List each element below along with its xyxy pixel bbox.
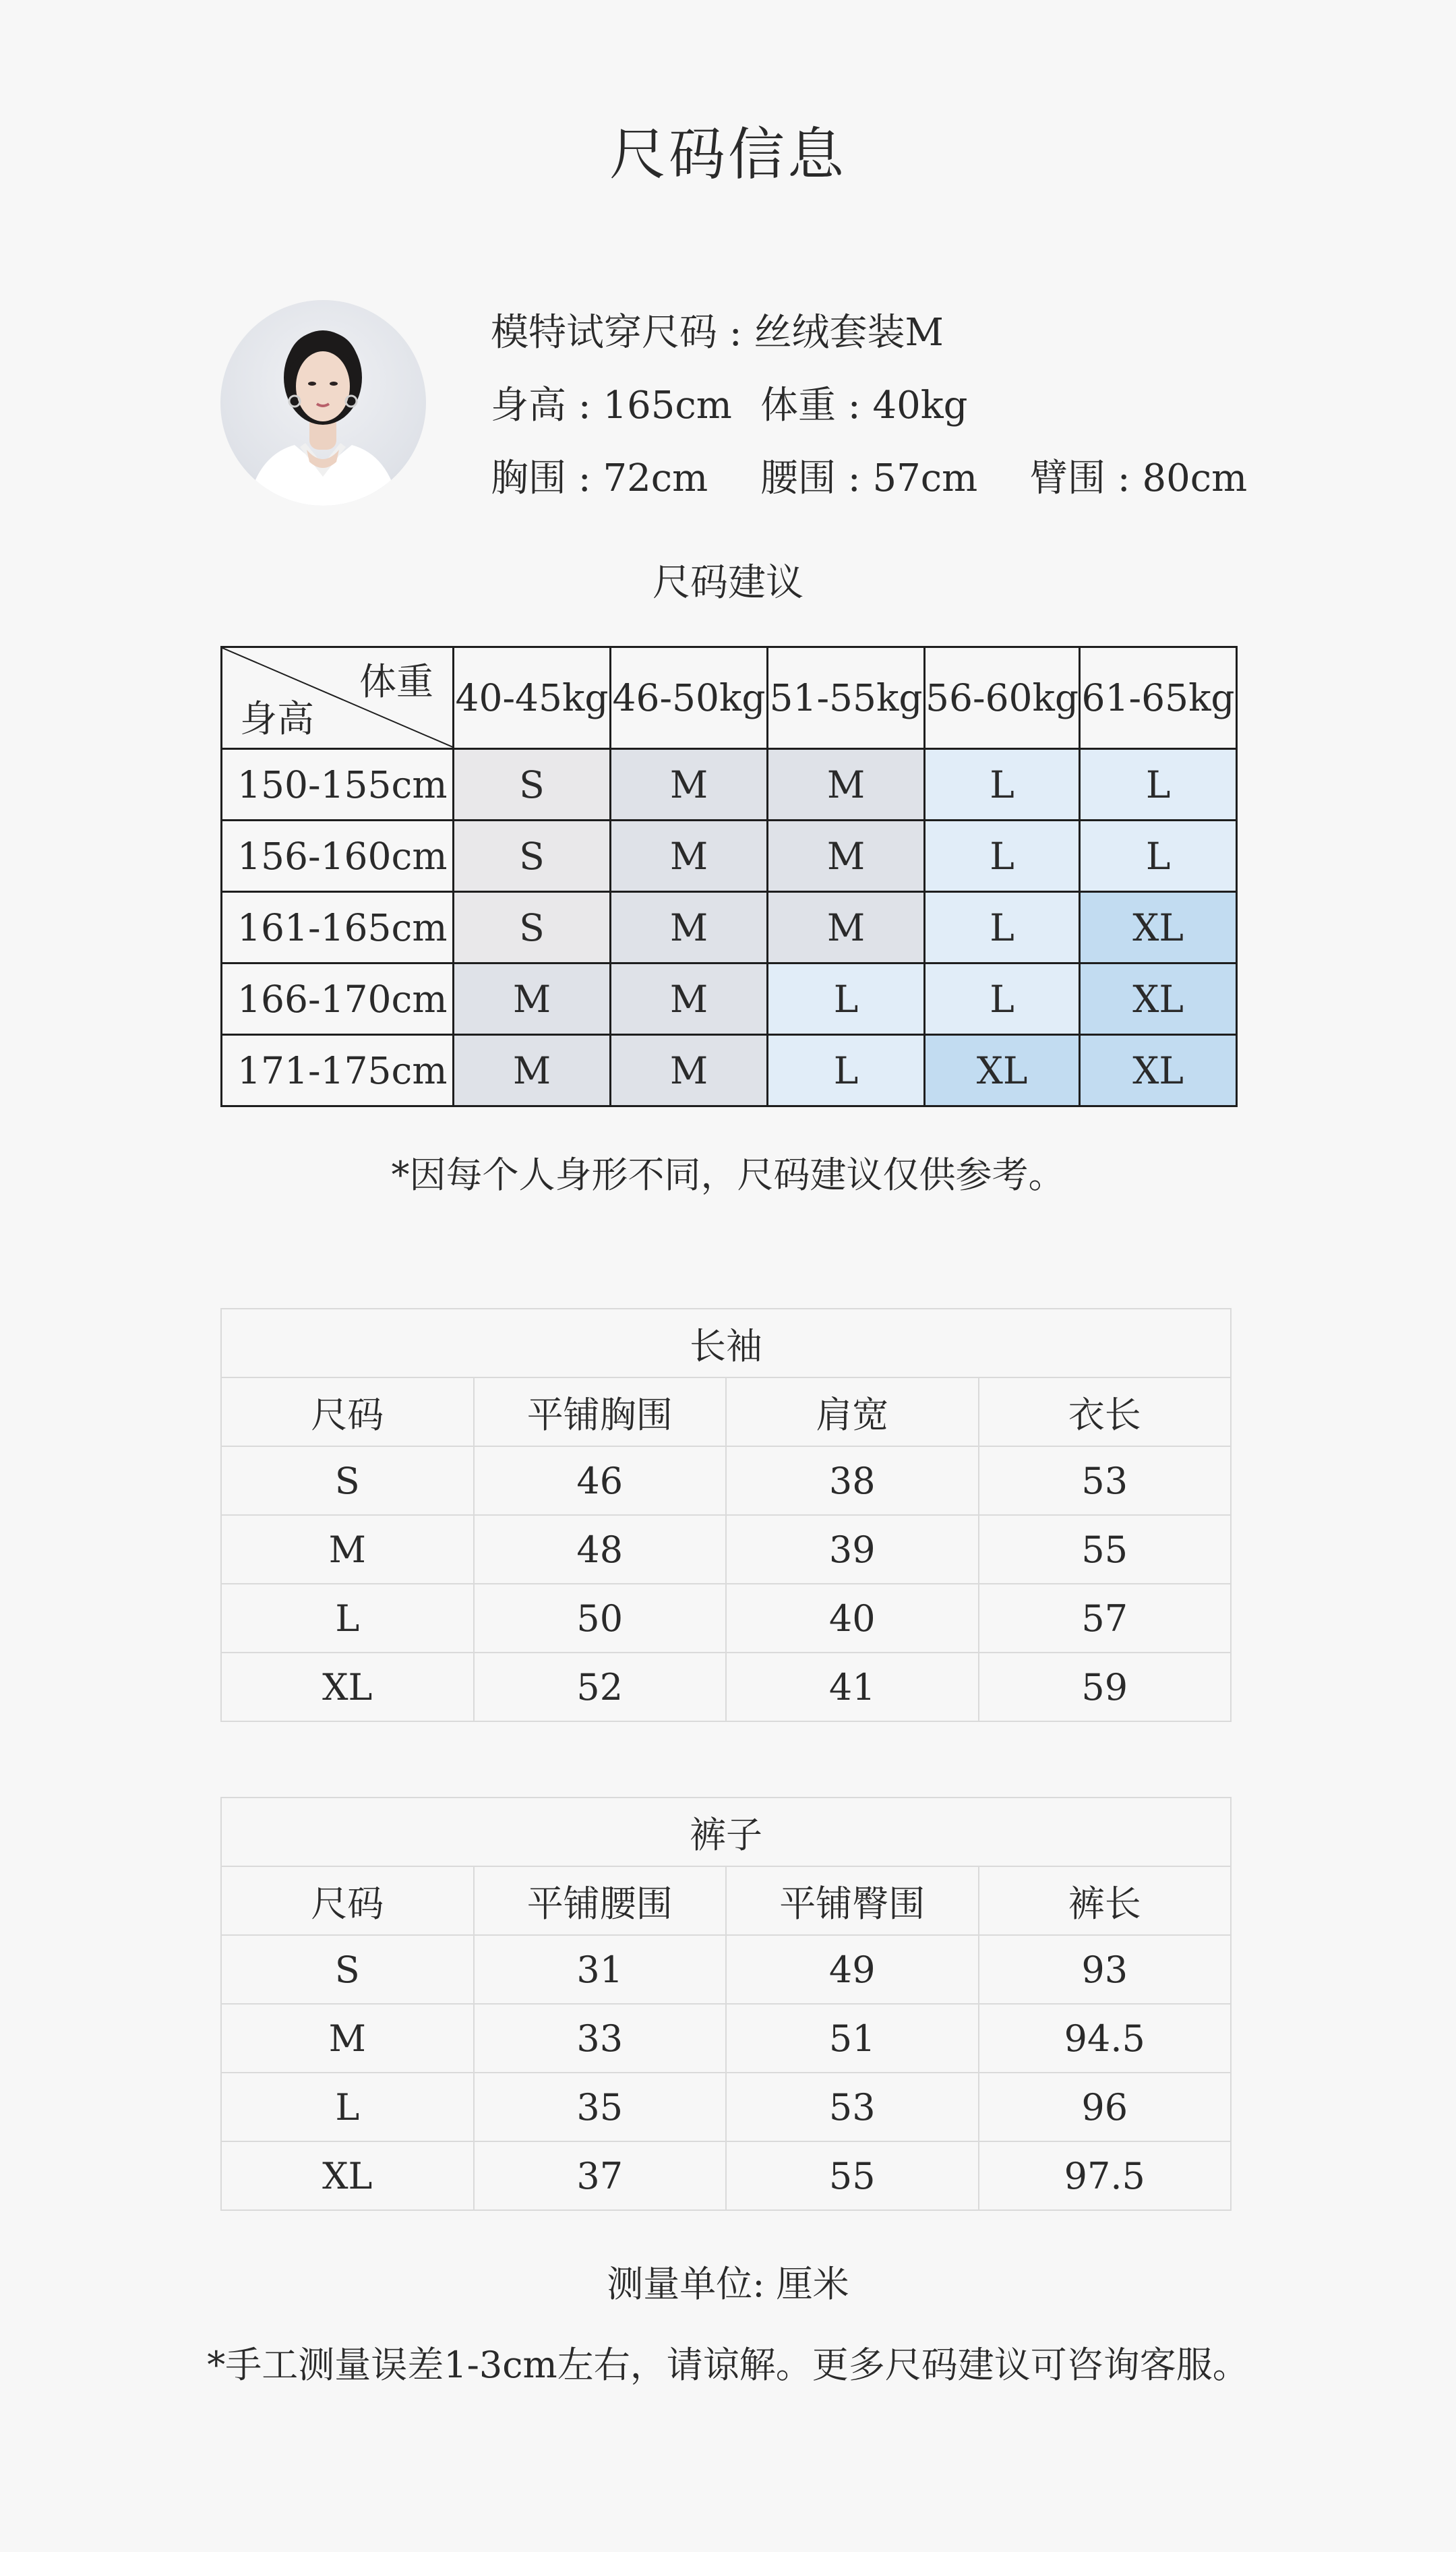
column-header: 尺码 (221, 1377, 474, 1446)
column-header: 平铺臀围 (726, 1866, 979, 1935)
size-cell: M (611, 1035, 768, 1106)
model-avatar (220, 300, 426, 506)
corner-weight-label: 体重 (359, 660, 433, 703)
height-header: 171-175cm (222, 1035, 454, 1106)
weight-header: 46-50kg (611, 647, 768, 749)
table-row (221, 1446, 1231, 1515)
size-cell: M (454, 1035, 611, 1106)
model-info (491, 297, 1247, 515)
size-cell: XL (1080, 963, 1237, 1035)
table-cell: 46 (474, 1446, 727, 1515)
height-header: 166-170cm (222, 963, 454, 1035)
table-cell: 50 (474, 1584, 727, 1653)
table-cell: XL (221, 2141, 474, 2210)
size-cell: L (925, 821, 1080, 892)
size-cell: S (454, 749, 611, 821)
table-caption: 长袖 (221, 1309, 1231, 1377)
table-row (222, 1035, 1237, 1106)
model-waist: 腰围 : 57cm (760, 456, 978, 500)
table-cell: 55 (726, 2141, 979, 2210)
measurement-unit: 测量单位: 厘米 (607, 2263, 849, 2305)
table-cell: 53 (726, 2073, 979, 2141)
table-cell: 94.5 (979, 2004, 1232, 2073)
table-cell: M (221, 1515, 474, 1584)
table-cell: 40 (726, 1584, 979, 1653)
table-cell: XL (221, 1653, 474, 1721)
table-cell: 52 (474, 1653, 727, 1721)
table-cell: 31 (474, 1935, 727, 2004)
table-row (222, 963, 1237, 1035)
model-bust: 胸围 : 72cm (491, 456, 708, 500)
size-cell: L (925, 749, 1080, 821)
size-cell: M (454, 963, 611, 1035)
page-title: 尺码信息 (609, 121, 847, 187)
size-cell: XL (1080, 892, 1237, 963)
table-cell: 51 (726, 2004, 979, 2073)
weight-header: 56-60kg (925, 647, 1080, 749)
table-cell: 93 (979, 1935, 1232, 2004)
table-cell: 38 (726, 1446, 979, 1515)
size-cell: L (768, 1035, 925, 1106)
size-cell: XL (1080, 1035, 1237, 1106)
model-portrait-image (220, 300, 426, 506)
recommendation-note: *因每个人身形不同，尺码建议仅供参考。 (391, 1154, 1065, 1196)
model-height: 身高 : 165cm (491, 384, 732, 427)
column-header: 尺码 (221, 1866, 474, 1935)
table-cell: 39 (726, 1515, 979, 1584)
model-hip: 臂围 : 80cm (1030, 456, 1248, 500)
size-cell: M (768, 749, 925, 821)
model-weight: 体重 : 40kg (760, 384, 968, 427)
table-cell: L (221, 2073, 474, 2141)
height-header: 161-165cm (222, 892, 454, 963)
table-cell: 55 (979, 1515, 1232, 1584)
table-cell: S (221, 1935, 474, 2004)
column-header: 平铺腰围 (474, 1866, 727, 1935)
size-cell: M (611, 892, 768, 963)
table-cell: 35 (474, 2073, 727, 2141)
corner-header-cell (222, 647, 454, 749)
size-recommendation-table (220, 646, 1238, 1107)
corner-height-label: 身高 (240, 697, 315, 740)
table-cell: 33 (474, 2004, 727, 2073)
height-header: 150-155cm (222, 749, 454, 821)
table-cell: S (221, 1446, 474, 1515)
size-cell: M (768, 821, 925, 892)
size-cell: L (925, 892, 1080, 963)
sleeve-measurement-table (220, 1308, 1232, 1722)
column-header: 肩宽 (726, 1377, 979, 1446)
size-cell: L (768, 963, 925, 1035)
table-row (221, 2073, 1231, 2141)
table-row (221, 2004, 1231, 2073)
table-row (221, 1935, 1231, 2004)
column-header: 裤长 (979, 1866, 1232, 1935)
size-cell: S (454, 821, 611, 892)
table-row (222, 892, 1237, 963)
size-cell: M (611, 821, 768, 892)
column-header: 衣长 (979, 1377, 1232, 1446)
size-cell: M (611, 963, 768, 1035)
table-row (221, 1653, 1231, 1721)
weight-header: 40-45kg (454, 647, 611, 749)
table-cell: 41 (726, 1653, 979, 1721)
height-header: 156-160cm (222, 821, 454, 892)
weight-header: 61-65kg (1080, 647, 1237, 749)
table-row (221, 1515, 1231, 1584)
table-row (221, 1584, 1231, 1653)
table-cell: M (221, 2004, 474, 2073)
size-cell: L (1080, 821, 1237, 892)
size-cell: L (1080, 749, 1237, 821)
size-cell: L (925, 963, 1080, 1035)
size-recommendation-heading: 尺码建议 (653, 561, 803, 605)
table-caption: 裤子 (221, 1798, 1231, 1866)
size-cell: S (454, 892, 611, 963)
pants-measurement-table (220, 1797, 1232, 2211)
table-row (222, 821, 1237, 892)
size-cell: XL (925, 1035, 1080, 1106)
size-cell: M (611, 749, 768, 821)
column-header: 平铺胸围 (474, 1377, 727, 1446)
table-cell: 97.5 (979, 2141, 1232, 2210)
table-row (221, 2141, 1231, 2210)
table-cell: 48 (474, 1515, 727, 1584)
table-row (222, 749, 1237, 821)
table-cell: 37 (474, 2141, 727, 2210)
table-cell: 96 (979, 2073, 1232, 2141)
measurement-footnote: *手工测量误差1-3cm左右，请谅解。更多尺码建议可咨询客服。 (207, 2344, 1249, 2386)
model-trial-size: 模特试穿尺码 : 丝绒套装M (491, 311, 944, 355)
weight-header: 51-55kg (768, 647, 925, 749)
table-cell: 49 (726, 1935, 979, 2004)
table-cell: 53 (979, 1446, 1232, 1515)
table-cell: 59 (979, 1653, 1232, 1721)
table-cell: L (221, 1584, 474, 1653)
table-cell: 57 (979, 1584, 1232, 1653)
size-cell: M (768, 892, 925, 963)
